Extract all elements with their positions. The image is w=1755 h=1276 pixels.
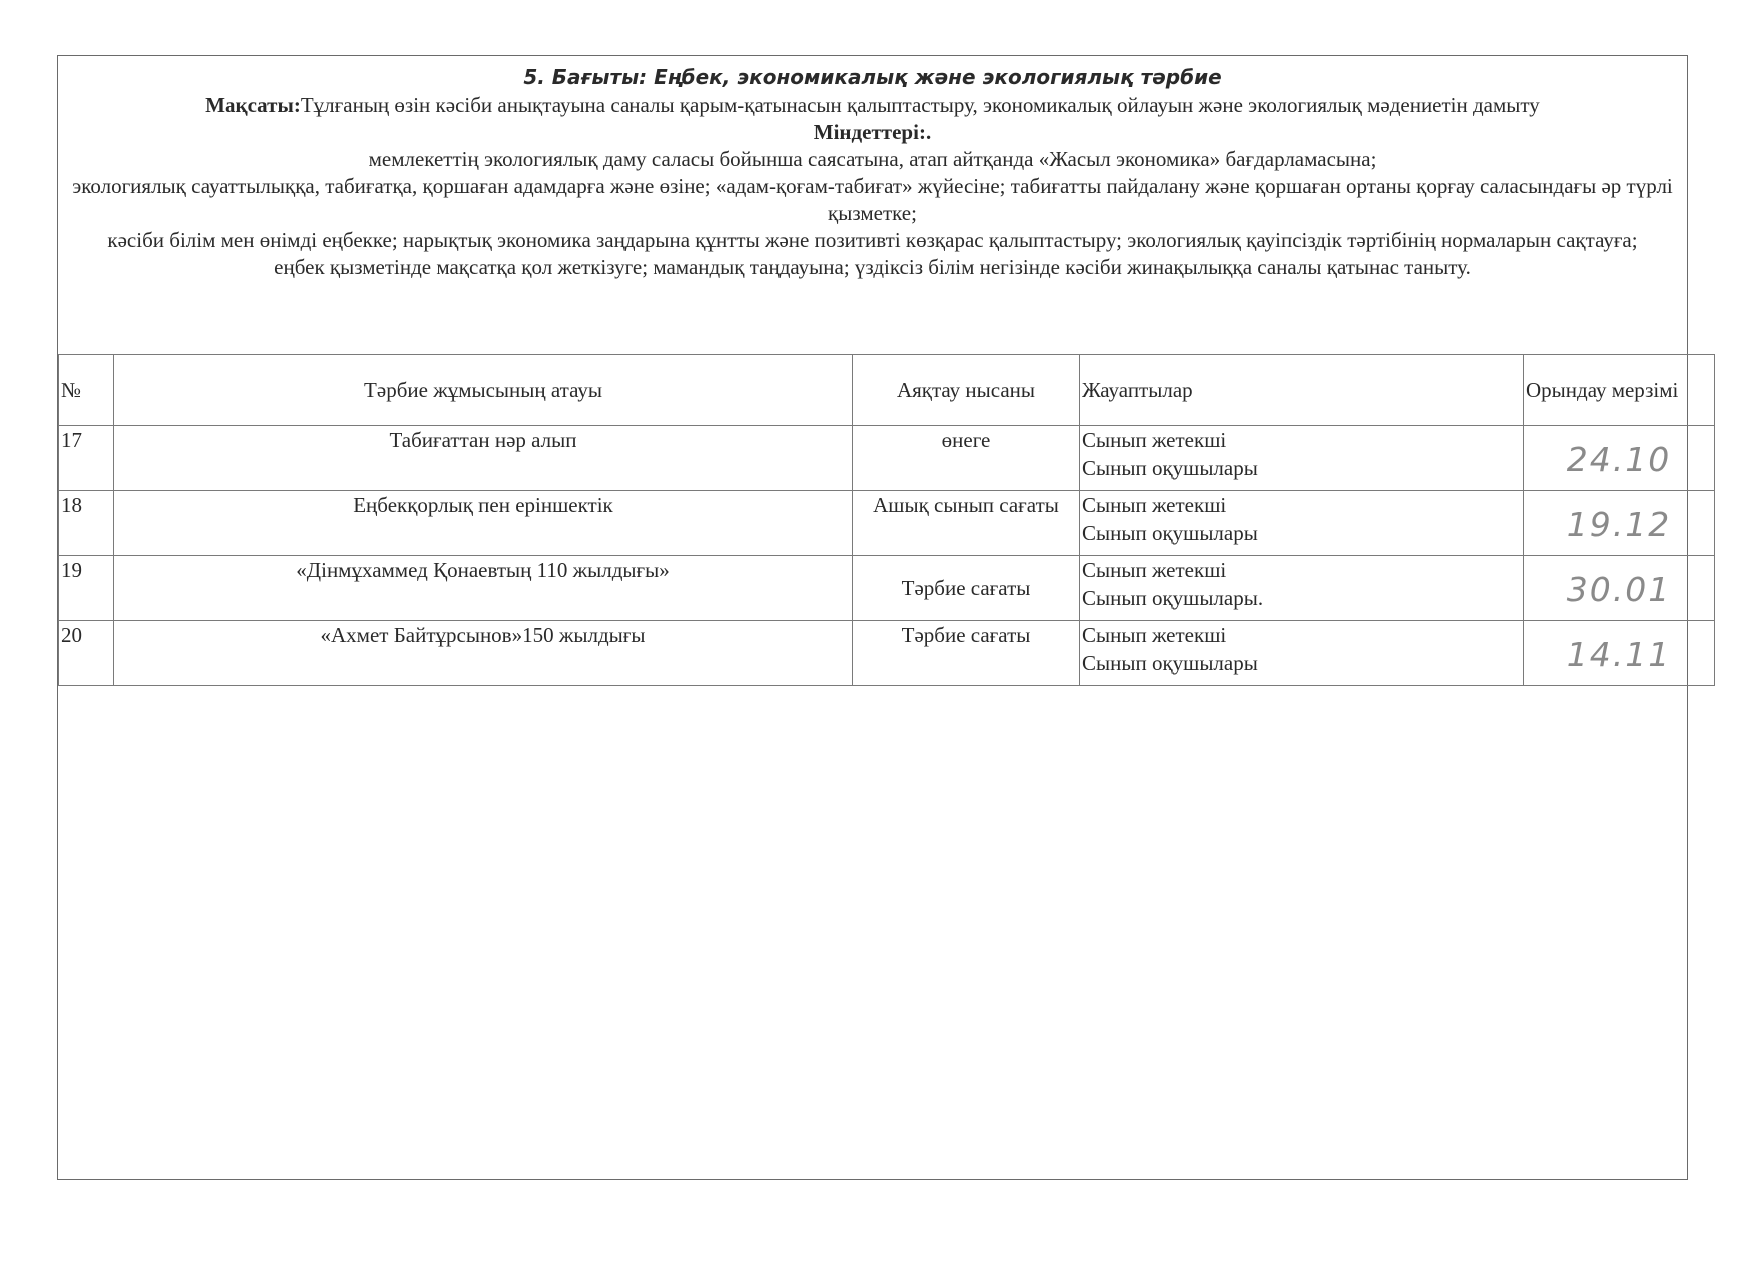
- row-form: Тәрбие сағаты: [853, 621, 1080, 686]
- responsible-line-2: Сынып оқушылары: [1082, 521, 1258, 545]
- table-row: [59, 621, 1715, 686]
- row-name: «Ахмет Байтұрсынов»150 жылдығы: [114, 621, 853, 686]
- goal-text: Тұлғаның өзін кәсіби анықтауына саналы қарым-қатынасын қалыптастыру, экономикалық ойлауын және экологиялық мәдениетін дамыту: [300, 93, 1540, 117]
- task-item-1: мемлекеттің экологиялық даму саласы бойынша саясатына, атап айтқанда «Жасыл экономика» бағдарламасына;: [368, 147, 1377, 171]
- tasks-label-suffix: .: [925, 120, 932, 144]
- header-date: Орындау мерзімі: [1524, 355, 1715, 426]
- row-num: 20: [59, 621, 114, 686]
- row-form: өнеге: [853, 426, 1080, 491]
- row-date: [1524, 491, 1715, 556]
- responsible-line-1: Сынып жетекші: [1082, 623, 1227, 647]
- section-header: [58, 56, 1687, 356]
- table-row: [59, 556, 1715, 621]
- row-num: 19: [59, 556, 114, 621]
- responsible-line-2: Сынып оқушылары.: [1082, 586, 1264, 610]
- goal-label: Мақсаты:: [205, 93, 301, 117]
- handwritten-date: 24.10: [1566, 440, 1672, 479]
- handwritten-date: 19.12: [1566, 505, 1672, 544]
- responsible-line-2: Сынып оқушылары: [1082, 456, 1258, 480]
- table-row: [59, 491, 1715, 556]
- row-responsible: [1080, 491, 1524, 556]
- tasks-label: Міндеттері:: [813, 120, 926, 144]
- responsible-line-1: Сынып жетекші: [1082, 428, 1227, 452]
- document-page: [57, 55, 1688, 1180]
- header-form: Аяқтау нысаны: [853, 355, 1080, 426]
- header-num: №: [59, 355, 114, 426]
- row-responsible: [1080, 621, 1524, 686]
- header-responsible: Жауаптылар: [1080, 355, 1524, 426]
- task-item-3: кәсіби білім мен өнімді еңбекке; нарықтық экономика заңдарына құнтты және позитивті көзқарас қалыптастыру; экологиялық қауіпсіздік тәртібінің нормаларын сақтауға;: [107, 228, 1638, 252]
- row-form: Тәрбие сағаты: [853, 556, 1080, 621]
- row-date: [1524, 426, 1715, 491]
- row-num: 18: [59, 491, 114, 556]
- table-row: [59, 426, 1715, 491]
- row-responsible: [1080, 426, 1524, 491]
- activity-table: [58, 354, 1715, 686]
- row-name: Табиғаттан нәр алып: [114, 426, 853, 491]
- handwritten-date: 14.11: [1566, 635, 1672, 674]
- section-heading: 5. Бағыты: Еңбек, экономикалық және экологиялық тәрбие: [523, 65, 1222, 89]
- row-num: 17: [59, 426, 114, 491]
- goal-paragraph: [68, 92, 1677, 119]
- row-responsible: [1080, 556, 1524, 621]
- row-date: [1524, 556, 1715, 621]
- responsible-line-1: Сынып жетекші: [1082, 558, 1227, 582]
- row-date: [1524, 621, 1715, 686]
- tasks-paragraph: [68, 119, 1677, 281]
- header-name: Тәрбие жұмысының атауы: [114, 355, 853, 426]
- table-header-row: [59, 355, 1715, 426]
- row-name: «Дінмұхаммед Қонаевтың 110 жылдығы»: [114, 556, 853, 621]
- handwritten-date: 30.01: [1566, 570, 1672, 609]
- tasks-label-line: [68, 119, 1677, 146]
- task-item-4: еңбек қызметінде мақсатқа қол жеткізуге; мамандық таңдауына; үздіксіз білім негізінде кәсіби жинақылыққа саналы қатынас таныту.: [274, 255, 1471, 279]
- responsible-line-2: Сынып оқушылары: [1082, 651, 1258, 675]
- task-item-2: экологиялық сауаттылыққа, табиғатқа, қоршаған адамдарға және өзіне; «адам-қоғам-табиғат» жүйесіне; табиғатты пайдалану және қоршаған ортаны қорғау саласындағы әр түрлі қызметке;: [72, 174, 1673, 225]
- row-form: Ашық сынып сағаты: [853, 491, 1080, 556]
- row-name: Еңбекқорлық пен еріншектік: [114, 491, 853, 556]
- responsible-line-1: Сынып жетекші: [1082, 493, 1227, 517]
